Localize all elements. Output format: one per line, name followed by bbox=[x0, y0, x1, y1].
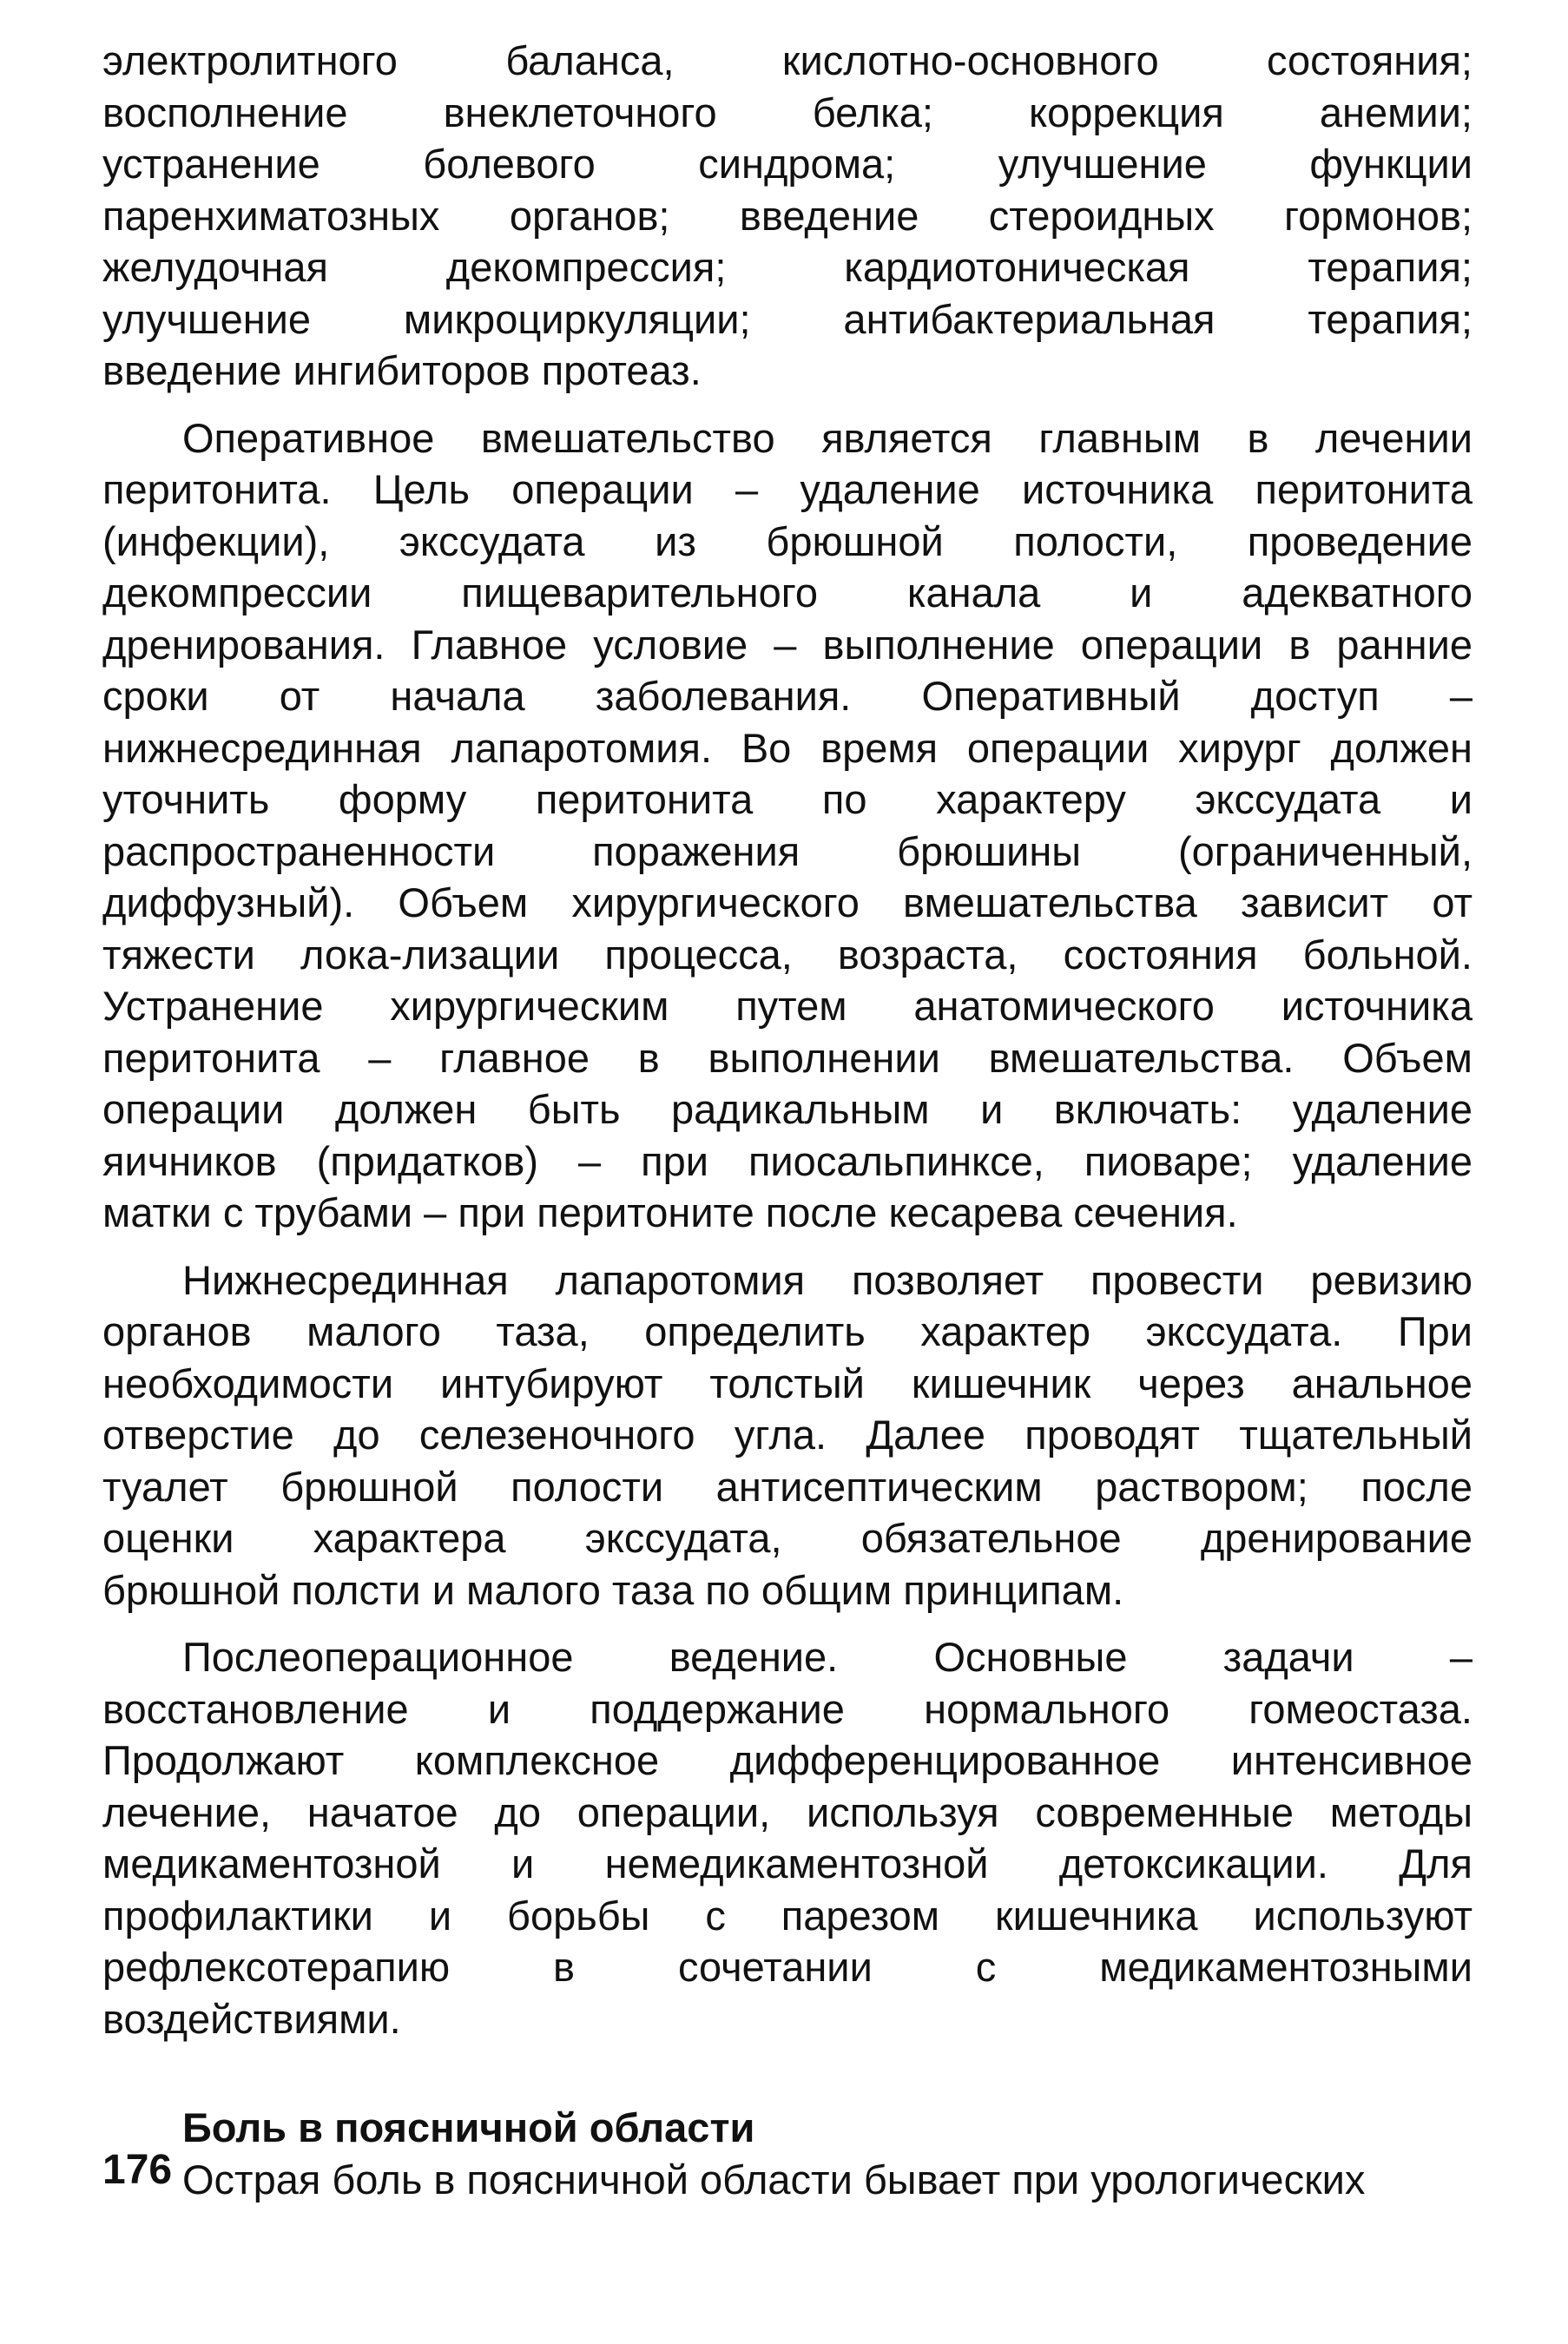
text-line: Устранение хирургическим путем анатомического источника bbox=[102, 983, 1472, 1029]
text-line: Послеоперационное ведение. Основные задачи – bbox=[182, 1634, 1472, 1680]
page-number: 176 bbox=[102, 2147, 173, 2193]
text-line: (инфекции), экссудата из брюшной полости, проведение bbox=[102, 517, 1472, 564]
text-line: необходимости интубируют толстый кишечник через анальное bbox=[102, 1360, 1472, 1406]
paragraph-2 bbox=[102, 412, 1472, 1239]
text-line: Острая боль в поясничной области бывает при урологических bbox=[182, 2156, 1366, 2202]
paragraph-3 bbox=[102, 1254, 1472, 1616]
text-line: электролитного баланса, кислотно-основного состояния; bbox=[102, 37, 1472, 83]
text-line: матки с трубами – при перитоните после кесарева сечения. bbox=[102, 1189, 1238, 1235]
text-line: введение ингибиторов протеаз. bbox=[102, 347, 702, 393]
text-line: рефлексотерапию в сочетании с медикаментозными bbox=[102, 1944, 1472, 1990]
text-line: отверстие до селезеночного угла. Далее проводят тщательный bbox=[102, 1412, 1472, 1458]
paragraph-1 bbox=[102, 35, 1472, 397]
text-line: декомпрессии пищеварительного канала и адекватного bbox=[102, 570, 1472, 616]
text-line: перитонита. Цель операции – удаление источника перитонита bbox=[102, 466, 1472, 512]
paragraph-spacer bbox=[102, 397, 1472, 412]
text-line: медикаментозной и немедикаментозной детоксикации. Для bbox=[102, 1840, 1472, 1886]
text-line: дренирования. Главное условие – выполнение операции в ранние bbox=[102, 621, 1472, 668]
paragraph-spacer bbox=[102, 1616, 1472, 1631]
text-line: распространенности поражения брюшины (ограниченный, bbox=[102, 827, 1472, 874]
text-line: лечение, начатое до операции, используя современные методы bbox=[102, 1788, 1472, 1835]
text-line: тяжести лока-лизации процесса, возраста, состояния больной. bbox=[102, 931, 1472, 978]
section-heading: Боль в поясничной области bbox=[182, 2104, 755, 2150]
text-line: Продолжают комплексное дифференцированное интенсивное bbox=[102, 1737, 1472, 1783]
text-line: уточнить форму перитонита по характеру экссудата и bbox=[102, 776, 1472, 822]
text-line: устранение болевого синдрома; улучшение функции bbox=[102, 141, 1472, 187]
paragraph-spacer bbox=[102, 1239, 1472, 1254]
text-line: органов малого таза, определить характер экссудата. При bbox=[102, 1308, 1472, 1354]
text-line: желудочная декомпрессия; кардиотоническая терапия; bbox=[102, 244, 1472, 290]
text-line: восстановление и поддержание нормального гомеостаза. bbox=[102, 1685, 1472, 1732]
text-line: паренхиматозных органов; введение стероидных гормонов; bbox=[102, 192, 1472, 239]
text-line: Оперативное вмешательство является главным в лечении bbox=[182, 414, 1472, 461]
section-spacer bbox=[102, 2044, 1472, 2102]
section-lumbar-pain bbox=[102, 2102, 1472, 2206]
text-line: восполнение внеклеточного белка; коррекция анемии; bbox=[102, 89, 1472, 135]
text-line: улучшение микроциркуляции; антибактериальная терапия; bbox=[102, 295, 1472, 342]
text-line: диффузный). Объем хирургического вмешательства зависит от bbox=[102, 879, 1472, 925]
text-line: сроки от начала заболевания. Оперативный доступ – bbox=[102, 673, 1472, 719]
page-body bbox=[102, 35, 1472, 2206]
text-line: профилактики и борьбы с парезом кишечника используют bbox=[102, 1892, 1472, 1939]
text-line: брюшной полсти и малого таза по общим принципам. bbox=[102, 1566, 1124, 1613]
text-line: перитонита – главное в выполнении вмешательства. Объем bbox=[102, 1034, 1472, 1081]
text-line: нижнесрединная лапаротомия. Во время операции хирург должен bbox=[102, 724, 1472, 771]
text-line: оценки характера экссудата, обязательное дренирование bbox=[102, 1515, 1472, 1561]
text-line: воздействиями. bbox=[102, 1995, 401, 2042]
text-line: туалет брюшной полости антисептическим раствором; после bbox=[102, 1463, 1472, 1510]
paragraph-4 bbox=[102, 1631, 1472, 2044]
text-line: операции должен быть радикальным и включать: удаление bbox=[102, 1086, 1472, 1132]
text-line: Нижнесрединная лапаротомия позволяет провести ревизию bbox=[182, 1256, 1472, 1303]
text-line: яичников (придатков) – при пиосальпинксе, пиоваре; удаление bbox=[102, 1137, 1472, 1184]
